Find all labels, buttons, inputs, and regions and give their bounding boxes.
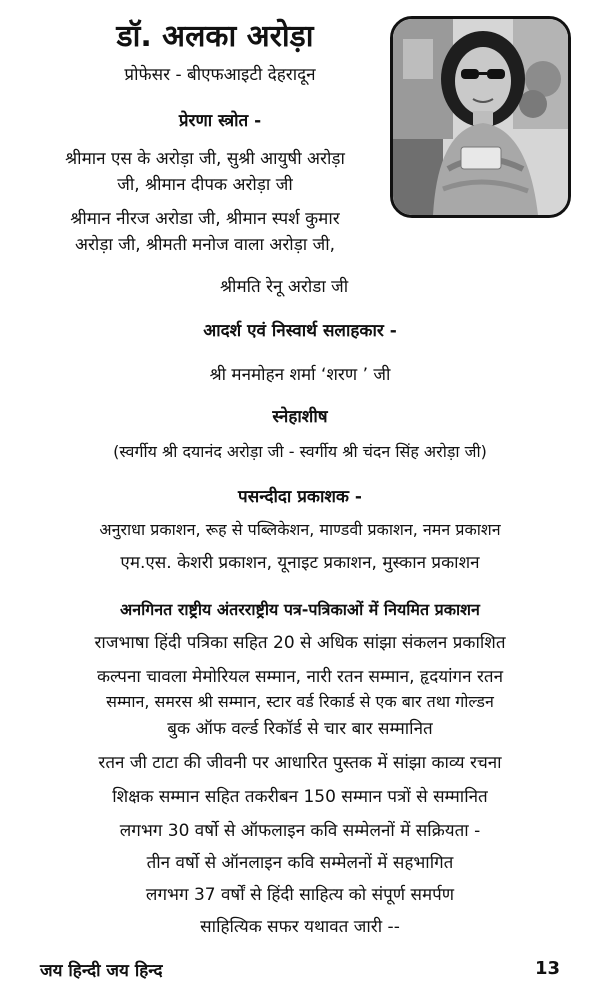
blessings-heading: स्नेहाशीष	[272, 407, 328, 427]
inspiration-line: श्रीमान एस के अरोड़ा जी, सुश्री आयुषी अरोड़ा	[65, 149, 345, 169]
author-name: डॉ. अलका अरोड़ा	[116, 19, 314, 54]
author-photo	[390, 16, 571, 218]
portrait-image	[393, 19, 568, 215]
achievement-line: लगभग 37 वर्षों से हिंदी साहित्य को संपूर्ण समर्पण	[145, 885, 455, 905]
author-designation: प्रोफेसर - बीएफआइटी देहरादून	[124, 65, 316, 85]
inspiration-line: अरोड़ा जी, श्रीमती मनोज वाला अरोड़ा जी,	[74, 235, 336, 255]
inspiration-line: श्रीमति रेनू अरोडा जी	[220, 277, 349, 297]
achievement-line: रतन जी टाटा की जीवनी पर आधारित पुस्तक में सांझा काव्य रचना	[98, 753, 502, 773]
achievements-heading: अनगिनत राष्ट्रीय अंतरराष्ट्रीय पत्र-पत्रिकाओं में नियमित प्रकाशन	[120, 600, 480, 619]
inspiration-line: श्रीमान नीरज अरोडा जी, श्रीमान स्पर्श कुमार	[70, 209, 340, 229]
achievement-line: कल्पना चावला मेमोरियल सम्मान, नारी रतन सम्मान, हृदयांगन रतन	[96, 667, 504, 687]
publishers-line: अनुराधा प्रकाशन, रूह से पब्लिकेशन, माण्डवी प्रकाशन, नमन प्रकाशन	[99, 520, 501, 539]
publishers-heading: पसन्दीदा प्रकाशक -	[238, 487, 362, 507]
inspiration-line: जी, श्रीमान दीपक अरोड़ा जी	[117, 175, 293, 195]
achievement-line: राजभाषा हिंदी पत्रिका सहित 20 से अधिक सांझा संकलन प्रकाशित	[94, 633, 506, 653]
achievement-line: शिक्षक सम्मान सहित तकरीबन 150 सम्मान पत्रों से सम्मानित	[112, 787, 488, 807]
achievement-line: साहित्यिक सफर यथावत जारी --	[200, 917, 400, 937]
blessings-line: (स्वर्गीय श्री दयानंद अरोड़ा जी - स्वर्गीय श्री चंदन सिंह अरोड़ा जी)	[113, 442, 487, 461]
achievement-line: बुक ऑफ वर्ल्ड रिकॉर्ड से चार बार सम्मानित	[167, 719, 433, 739]
advisor-heading: आदर्श एवं निस्वार्थ सलाहकार -	[203, 321, 397, 341]
inspiration-heading: प्रेरणा स्त्रोत -	[178, 111, 262, 131]
publishers-line: एम.एस. केशरी प्रकाशन, यूनाइट प्रकाशन, मुस्कान प्रकाशन	[120, 553, 480, 573]
achievement-line: लगभग 30 वर्षो से ऑफलाइन कवि सम्मेलनों में सक्रियता -	[119, 821, 481, 841]
achievement-line: सम्मान, समरस श्री सम्मान, स्टार वर्ड रिकार्ड से एक बार तथा गोल्डन	[106, 692, 494, 711]
footer-slogan: जय हिन्दी जय हिन्द	[40, 961, 163, 981]
achievement-line: तीन वर्षो से ऑनलाइन कवि सम्मेलनों में सहभागित	[146, 853, 454, 873]
advisor-name: श्री मनमोहन शर्मा ‘शरण ’ जी	[209, 365, 391, 385]
page-number: 13	[534, 958, 560, 979]
